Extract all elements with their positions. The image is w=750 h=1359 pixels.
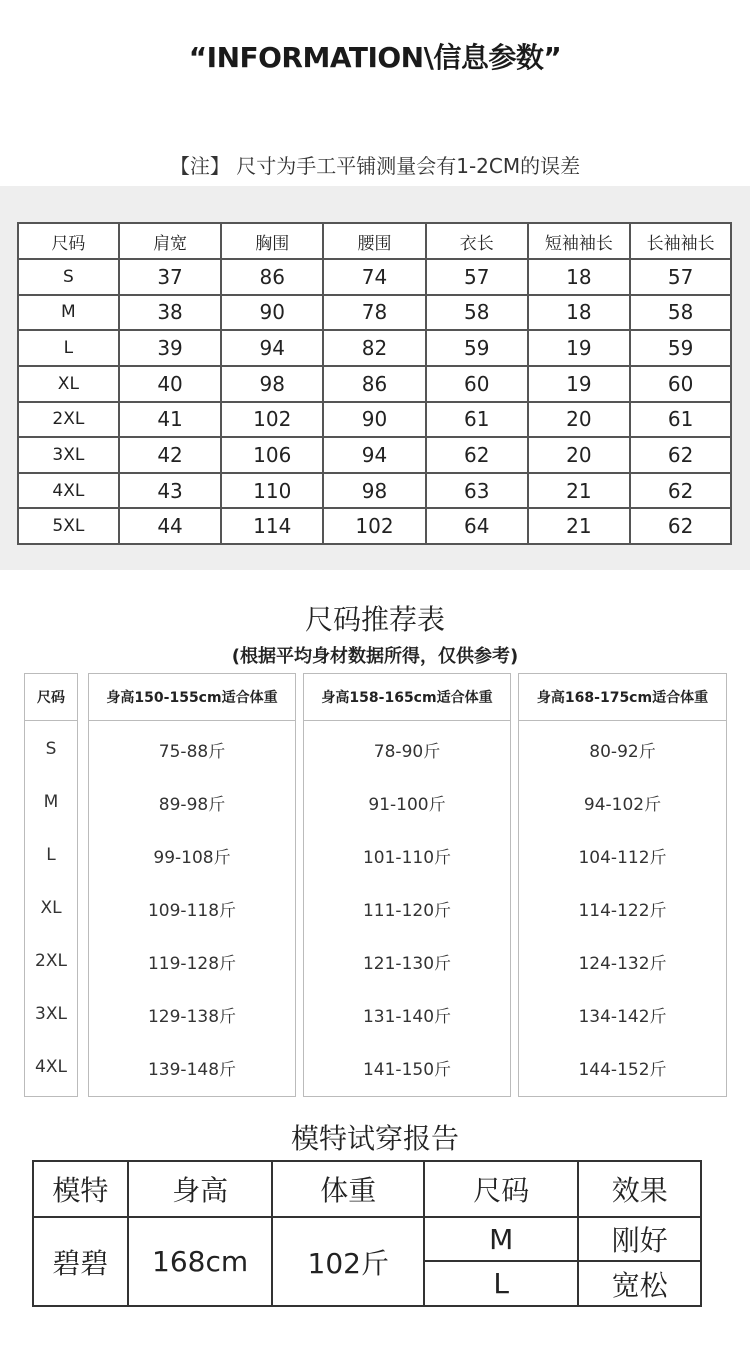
size-label-cell: XL bbox=[18, 366, 119, 402]
size-value-cell: 61 bbox=[426, 402, 528, 438]
recommend-weight-cell: 111-120斤 bbox=[362, 900, 452, 921]
recommend-column-header: 身高150-155cm适合体重 bbox=[89, 674, 295, 721]
size-value-cell: 21 bbox=[528, 473, 631, 509]
size-value-cell: 62 bbox=[630, 473, 731, 509]
table-row bbox=[18, 366, 731, 402]
size-value-cell: 57 bbox=[426, 259, 528, 295]
table-row bbox=[18, 437, 731, 473]
size-value-cell: 78 bbox=[323, 295, 426, 331]
size-value-cell: 42 bbox=[119, 437, 222, 473]
size-value-cell: 43 bbox=[119, 473, 222, 509]
recommend-column-2 bbox=[303, 673, 511, 1097]
model-report-table bbox=[32, 1160, 702, 1307]
size-value-cell: 20 bbox=[528, 437, 631, 473]
page-title: “INFORMATION\信息参数” bbox=[188, 41, 562, 74]
recommend-weight-cell: 89-98斤 bbox=[158, 794, 226, 815]
size-value-cell: 57 bbox=[630, 259, 731, 295]
table-row bbox=[18, 402, 731, 438]
size-label-cell: 2XL bbox=[18, 402, 119, 438]
model-name: 碧碧 bbox=[33, 1217, 128, 1306]
model-height: 168cm bbox=[128, 1217, 273, 1306]
size-label-cell: M bbox=[18, 295, 119, 331]
size-value-cell: 86 bbox=[221, 259, 323, 295]
recommend-column-header: 身高168-175cm适合体重 bbox=[519, 674, 726, 721]
model-report-title: 模特试穿报告 bbox=[290, 1122, 459, 1155]
size-value-cell: 58 bbox=[426, 295, 528, 331]
size-value-cell: 82 bbox=[323, 330, 426, 366]
model-fit-size: L bbox=[424, 1261, 578, 1306]
size-value-cell: 74 bbox=[323, 259, 426, 295]
size-value-cell: 18 bbox=[528, 259, 631, 295]
model-header-cell: 效果 bbox=[578, 1161, 701, 1217]
size-table-header-cell: 肩宽 bbox=[119, 223, 222, 259]
size-value-cell: 64 bbox=[426, 508, 528, 544]
size-value-cell: 38 bbox=[119, 295, 222, 331]
recommend-weight-cell: 80-92斤 bbox=[589, 741, 656, 762]
recommend-weight-cell: 114-122斤 bbox=[578, 900, 667, 921]
model-fit-effect: 宽松 bbox=[578, 1261, 701, 1306]
recommend-weight-cell: 131-140斤 bbox=[362, 1006, 452, 1027]
recommend-weight-cell: 144-152斤 bbox=[578, 1059, 667, 1080]
size-value-cell: 98 bbox=[221, 366, 323, 402]
size-table bbox=[17, 222, 732, 545]
size-label-cell: 5XL bbox=[18, 508, 119, 544]
recommend-weight-cell: 139-148斤 bbox=[147, 1059, 237, 1080]
size-value-cell: 86 bbox=[323, 366, 426, 402]
size-value-cell: 102 bbox=[221, 402, 323, 438]
recommend-weight-cell: 94-102斤 bbox=[583, 794, 662, 815]
recommend-weight-cell: 119-128斤 bbox=[147, 953, 237, 974]
table-row bbox=[18, 508, 731, 544]
recommend-size-cell: L bbox=[46, 845, 56, 865]
size-value-cell: 44 bbox=[119, 508, 222, 544]
size-label-cell: L bbox=[18, 330, 119, 366]
recommend-size-column bbox=[24, 673, 78, 1097]
size-label-cell: 3XL bbox=[18, 437, 119, 473]
table-row bbox=[18, 295, 731, 331]
model-header-cell: 身高 bbox=[128, 1161, 273, 1217]
model-fit-effect: 刚好 bbox=[578, 1217, 701, 1261]
size-value-cell: 110 bbox=[221, 473, 323, 509]
recommend-size-cell: M bbox=[43, 792, 59, 812]
size-value-cell: 94 bbox=[221, 330, 323, 366]
recommend-weight-cell: 141-150斤 bbox=[362, 1059, 452, 1080]
size-value-cell: 94 bbox=[323, 437, 426, 473]
size-value-cell: 90 bbox=[323, 402, 426, 438]
model-header-cell: 体重 bbox=[272, 1161, 424, 1217]
size-table-header-cell: 尺码 bbox=[18, 223, 119, 259]
recommend-size-header: 尺码 bbox=[25, 674, 77, 721]
recommend-weight-cell: 124-132斤 bbox=[578, 953, 667, 974]
size-value-cell: 61 bbox=[630, 402, 731, 438]
size-label-cell: 4XL bbox=[18, 473, 119, 509]
size-value-cell: 60 bbox=[630, 366, 731, 402]
recommend-weight-cell: 134-142斤 bbox=[578, 1006, 667, 1027]
size-value-cell: 37 bbox=[119, 259, 222, 295]
recommend-weight-cell: 109-118斤 bbox=[147, 900, 237, 921]
model-header-cell: 尺码 bbox=[424, 1161, 578, 1217]
recommend-weight-cell: 91-100斤 bbox=[368, 794, 446, 815]
recommend-subtitle: (根据平均身材数据所得，仅供参考) bbox=[231, 646, 519, 667]
recommend-size-cell: XL bbox=[40, 898, 62, 918]
size-value-cell: 19 bbox=[528, 366, 631, 402]
size-table-header-cell: 腰围 bbox=[323, 223, 426, 259]
size-value-cell: 62 bbox=[630, 437, 731, 473]
size-value-cell: 59 bbox=[426, 330, 528, 366]
size-value-cell: 102 bbox=[323, 508, 426, 544]
recommend-weight-cell: 121-130斤 bbox=[362, 953, 452, 974]
recommend-weight-cell: 99-108斤 bbox=[153, 847, 231, 868]
size-table-header-cell: 短袖袖长 bbox=[528, 223, 631, 259]
size-value-cell: 98 bbox=[323, 473, 426, 509]
recommend-weight-cell: 75-88斤 bbox=[158, 741, 226, 762]
model-weight: 102斤 bbox=[272, 1217, 424, 1306]
size-value-cell: 21 bbox=[528, 508, 631, 544]
size-value-cell: 19 bbox=[528, 330, 631, 366]
size-table-header-cell: 衣长 bbox=[426, 223, 528, 259]
recommend-size-cell: 3XL bbox=[35, 1004, 67, 1024]
table-row bbox=[18, 330, 731, 366]
recommend-weight-cell: 104-112斤 bbox=[578, 847, 667, 868]
size-table-header-cell: 胸围 bbox=[221, 223, 323, 259]
recommend-weight-cell: 101-110斤 bbox=[362, 847, 452, 868]
size-label-cell: S bbox=[18, 259, 119, 295]
recommend-size-cell: 2XL bbox=[35, 951, 67, 971]
size-value-cell: 59 bbox=[630, 330, 731, 366]
size-value-cell: 60 bbox=[426, 366, 528, 402]
recommend-weight-cell: 129-138斤 bbox=[147, 1006, 237, 1027]
table-row bbox=[18, 473, 731, 509]
recommend-table bbox=[24, 673, 727, 1097]
recommend-weight-cell: 78-90斤 bbox=[373, 741, 441, 762]
measurement-note: 【注】 尺寸为手工平铺测量会有1-2CM的误差 bbox=[169, 154, 581, 178]
size-value-cell: 90 bbox=[221, 295, 323, 331]
size-value-cell: 58 bbox=[630, 295, 731, 331]
size-value-cell: 106 bbox=[221, 437, 323, 473]
size-value-cell: 62 bbox=[630, 508, 731, 544]
size-value-cell: 18 bbox=[528, 295, 631, 331]
model-fit-size: M bbox=[424, 1217, 578, 1261]
size-value-cell: 39 bbox=[119, 330, 222, 366]
recommend-column-1 bbox=[88, 673, 296, 1097]
recommend-column-3 bbox=[518, 673, 727, 1097]
size-value-cell: 114 bbox=[221, 508, 323, 544]
size-value-cell: 20 bbox=[528, 402, 631, 438]
size-value-cell: 41 bbox=[119, 402, 222, 438]
size-value-cell: 62 bbox=[426, 437, 528, 473]
size-table-header-cell: 长袖袖长 bbox=[630, 223, 731, 259]
size-table-header-row bbox=[18, 223, 731, 259]
recommend-column-header: 身高158-165cm适合体重 bbox=[304, 674, 510, 721]
recommend-title: 尺码推荐表 bbox=[304, 603, 445, 636]
recommend-size-cell: 4XL bbox=[35, 1057, 67, 1077]
recommend-size-cell: S bbox=[45, 739, 57, 759]
table-row bbox=[18, 259, 731, 295]
size-value-cell: 63 bbox=[426, 473, 528, 509]
model-header-cell: 模特 bbox=[33, 1161, 128, 1217]
size-value-cell: 40 bbox=[119, 366, 222, 402]
